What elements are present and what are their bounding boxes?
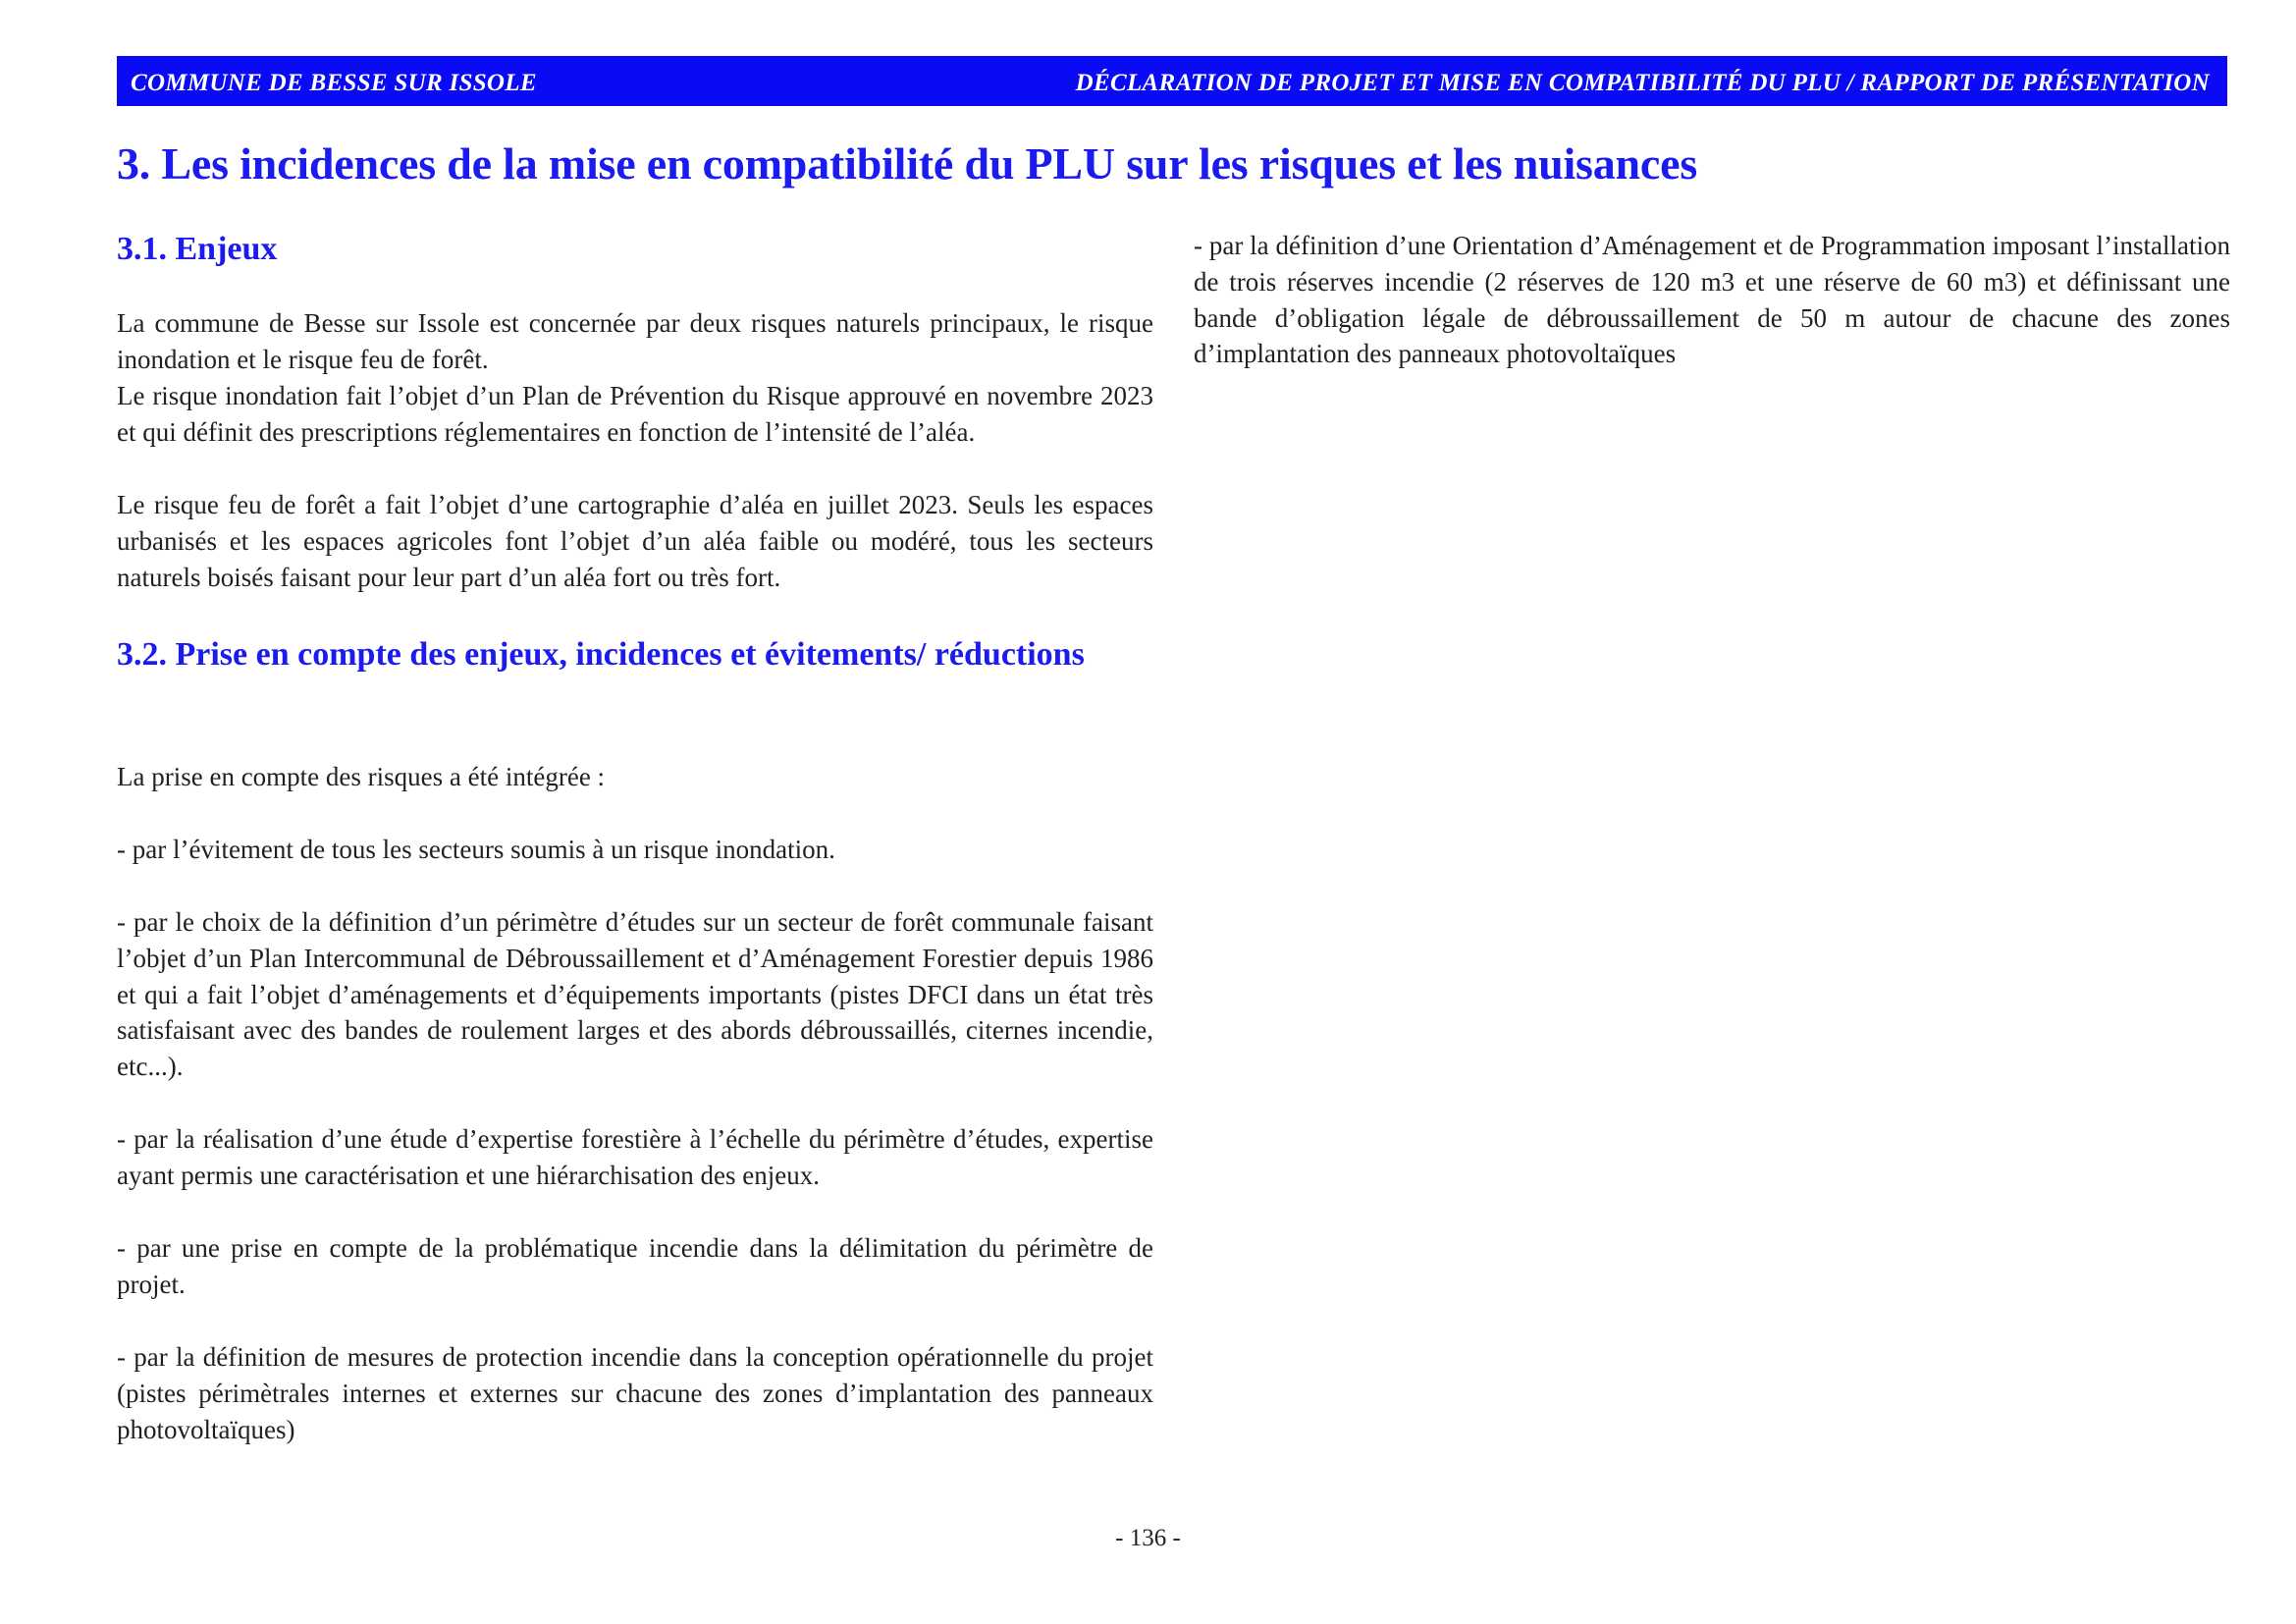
- header-band: [117, 56, 2227, 106]
- header-commune: COMMUNE DE BESSE SUR ISSOLE: [131, 70, 537, 96]
- paragraph-risques-naturels: La commune de Besse sur Issole est concernée par deux risques naturels principaux, le risque inondation et le risque feu de forêt.: [117, 308, 1153, 374]
- list-item-evitement-inondation: - par l’évitement de tous les secteurs soumis à un risque inondation.: [117, 835, 835, 864]
- list-item-oap-reserves-incendie: - par la définition d’une Orientation d’Aménagement et de Programmation imposant l’installation de trois réserves incendie (2 réserves de 120 m3 et une réserve de 60 m3) et définissant une bande d’obligation légale de débroussaillement de 50 m autour de chacune des zones d’implantation des panneaux photovoltaïques: [1194, 231, 2230, 369]
- paragraph-intro-prise-en-compte: La prise en compte des risques a été intégrée :: [117, 762, 606, 791]
- list-item-perimetre-etudes: - par le choix de la définition d’un périmètre d’études sur un secteur de forêt communale faisant l’objet d’un Plan Intercommunal de Débroussaillement et d’Aménagement Forestier depuis 1986 et qui a fait l’objet d’aménagements et d’équipements importants (pistes DFCI dans un état très satisfaisant avec des bandes de roulement larges et des abords débroussaillés, citernes incendie, etc...).: [117, 907, 1153, 1082]
- header-document-title: DÉCLARATION DE PROJET ET MISE EN COMPATIBILITÉ DU PLU / RAPPORT DE PRÉSENTATION: [1075, 70, 2210, 96]
- page-title: 3. Les incidences de la mise en compatibilité du PLU sur les risques et les nuisances: [117, 138, 1698, 189]
- list-item-problematique-incendie: - par une prise en compte de la problématique incendie dans la délimitation du périmètre de projet.: [117, 1233, 1153, 1299]
- paragraph-risque-inondation: Le risque inondation fait l’objet d’un Plan de Prévention du Risque approuvé en novembre 2023 et qui définit des prescriptions réglementaires en fonction de l’intensité de l’aléa.: [117, 381, 1153, 447]
- section-heading-enjeux: 3.1. Enjeux: [117, 231, 278, 267]
- paragraph-risque-feu-de-foret: Le risque feu de forêt a fait l’objet d’une cartographie d’aléa en juillet 2023. Seuls les espaces urbanisés et les espaces agricoles font l’objet d’un aléa faible ou modéré, tous les secteurs naturels boisés faisant pour leur part d’un aléa fort ou très fort.: [117, 490, 1153, 592]
- page-number: - 136 -: [1115, 1525, 1181, 1551]
- list-item-mesures-protection: - par la définition de mesures de protection incendie dans la conception opérationnelle du projet (pistes périmètrales internes et externes sur chacune des zones d’implantation des panneaux photovoltaïques): [117, 1342, 1153, 1444]
- list-item-expertise-forestiere: - par la réalisation d’une étude d’expertise forestière à l’échelle du périmètre d’études, expertise ayant permis une caractérisation et une hiérarchisation des enjeux.: [117, 1124, 1153, 1190]
- section-heading-prise-en-compte: 3.2. Prise en compte des enjeux, incidences et évitements/ réductions: [117, 636, 1085, 673]
